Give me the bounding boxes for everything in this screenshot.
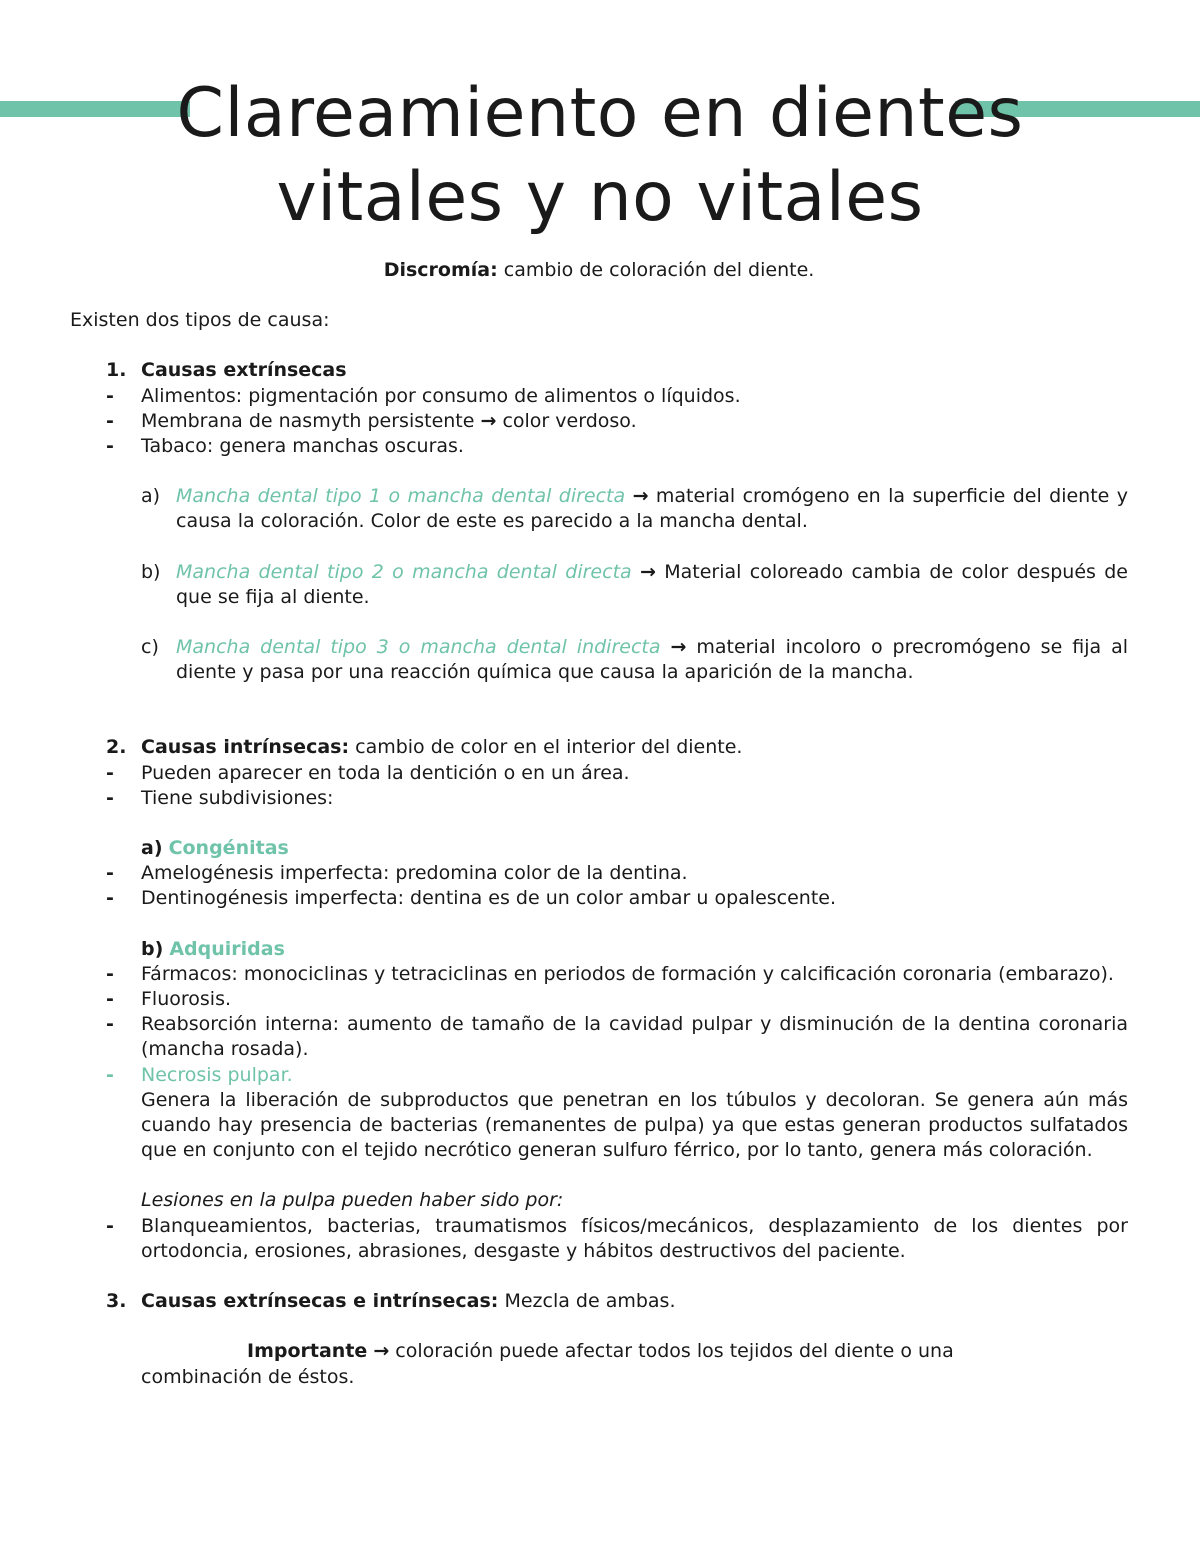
dash-bullet: -: [106, 962, 114, 985]
document-body: [70, 258, 1128, 1390]
list-item: [70, 1012, 1128, 1062]
subdivision-letter: a): [141, 837, 163, 860]
page-title: [0, 72, 1200, 240]
subdivision-letter: b): [141, 937, 164, 960]
stain-type-2: [70, 560, 1128, 610]
necrosis-label: Necrosis pulpar.: [141, 1063, 293, 1086]
subdivision-adquiridas: [70, 937, 1128, 962]
bullet-text-tail: color verdoso.: [496, 409, 637, 432]
arrow-icon: →: [670, 636, 687, 659]
intro-text: Existen dos tipos de causa:: [70, 309, 330, 332]
list-item: [70, 987, 1128, 1012]
dash-bullet: -: [106, 435, 114, 458]
stain-type-letter: a): [141, 485, 161, 508]
stain-type-letter: c): [141, 636, 159, 659]
dash-bullet: -: [106, 988, 114, 1011]
bullet-text: Tabaco: genera manchas oscuras.: [141, 435, 464, 458]
stain-type-name: Mancha dental tipo 3 o mancha dental indirecta: [176, 636, 661, 659]
bullet-text: Membrana de nasmyth persistente: [141, 409, 475, 432]
bullet-text: Fluorosis.: [141, 988, 232, 1011]
bullet-text: Dentinogénesis imperfecta: dentina es de un color ambar u opalescente.: [141, 887, 837, 910]
bullet-text: Reabsorción interna: aumento de tamaño de la cavidad pulpar y disminución de la dentina coronaria (mancha rosada).: [141, 1013, 1128, 1061]
section-3-title-text: Mezcla de ambas.: [498, 1290, 676, 1313]
dash-bullet: -: [106, 409, 114, 432]
dash-bullet: -: [106, 1063, 114, 1086]
dash-bullet: -: [106, 1214, 114, 1237]
definition-text: cambio de coloración del diente.: [497, 259, 815, 281]
definition: [70, 258, 1128, 283]
stain-type-letter: b): [141, 560, 161, 583]
arrow-icon: →: [640, 560, 656, 583]
bullet-text: Alimentos: pigmentación por consumo de alimentos o líquidos.: [141, 384, 741, 407]
stain-type-3: [70, 635, 1128, 685]
section-3-number: 3.: [106, 1290, 127, 1313]
dash-bullet: -: [106, 862, 114, 885]
dash-bullet: -: [106, 887, 114, 910]
dash-bullet: -: [106, 384, 114, 407]
stain-type-desc: material cromógeno en la superficie del diente y causa la coloración. Color de este es parecido a la mancha dental.: [176, 485, 1128, 533]
section-3-heading: [70, 1289, 1128, 1314]
necrosis-description: Genera la liberación de subproductos que penetran en los túbulos y decoloran. Se genera aún más cuando hay presencia de bacterias (remanentes de pulpa) ya que estas generan productos sulfatados que en conjunto con el tejido necrótico generan sulfuro férrico, por lo tanto, genera más coloración.: [141, 1088, 1128, 1162]
arrow-icon: →: [373, 1340, 390, 1363]
list-item: [70, 1214, 1128, 1264]
stain-type-1: [70, 484, 1128, 534]
list-item: [70, 861, 1128, 886]
stain-type-desc: material incoloro o precromógeno se fija al diente y pasa por una reacción química que causa la aparición de la mancha.: [176, 636, 1129, 684]
list-item: [70, 384, 1128, 409]
dash-bullet: -: [106, 761, 114, 784]
section-1-heading: [70, 358, 1128, 383]
lesiones-heading: Lesiones en la pulpa pueden haber sido por:: [141, 1189, 564, 1212]
important-text-line-2: combinación de éstos.: [141, 1365, 355, 1388]
important-label: Importante: [247, 1340, 368, 1363]
list-item-necrosis: [70, 1063, 1128, 1088]
arrow-icon: →: [480, 409, 497, 432]
subdivision-congenitas: [70, 836, 1128, 861]
bullet-text: Fármacos: monociclinas y tetraciclinas en periodos de formación y calcificación coronaria (embarazo).: [141, 962, 1114, 985]
dash-bullet: -: [106, 1013, 114, 1036]
arrow-icon: →: [632, 485, 649, 508]
title-line-2: vitales y no vitales: [276, 158, 924, 237]
important-text-line-1: coloración puede afectar todos los tejidos del diente o una: [389, 1340, 954, 1363]
list-item: [70, 761, 1128, 786]
important-note: [70, 1339, 1128, 1364]
title-line-1: Clareamiento en dientes: [176, 74, 1024, 153]
section-2-title-text: cambio de color en el interior del diente.: [349, 736, 743, 759]
list-item: [70, 409, 1128, 434]
dash-bullet: -: [106, 786, 114, 809]
stain-type-desc: Material coloreado cambia de color después de que se fija al diente.: [176, 560, 1128, 608]
section-2-number: 2.: [106, 736, 127, 759]
section-2-title: Causas intrínsecas:: [141, 736, 350, 759]
subdivision-title: Congénitas: [168, 837, 289, 860]
section-2-heading: [70, 735, 1128, 760]
section-1-title: Causas extrínsecas: [141, 359, 347, 382]
list-item: [70, 962, 1128, 987]
list-item: [70, 886, 1128, 911]
subdivision-title: Adquiridas: [169, 937, 285, 960]
bullet-text: Tiene subdivisiones:: [141, 786, 334, 809]
list-item: [70, 434, 1128, 459]
stain-type-name: Mancha dental tipo 1 o mancha dental directa: [176, 485, 626, 508]
bullet-text: Blanqueamientos, bacterias, traumatismos físicos/mecánicos, desplazamiento de los dientes por ortodoncia, erosiones, abrasiones, desgaste y hábitos destructivos del paciente.: [141, 1214, 1128, 1262]
bullet-text: Amelogénesis imperfecta: predomina color de la dentina.: [141, 862, 688, 885]
list-item: [70, 786, 1128, 811]
section-3-title: Causas extrínsecas e intrínsecas:: [141, 1290, 499, 1313]
definition-term: Discromía:: [383, 259, 498, 281]
stain-type-name: Mancha dental tipo 2 o mancha dental directa: [176, 560, 632, 583]
bullet-text: Pueden aparecer en toda la dentición o en un área.: [141, 761, 630, 784]
section-1-number: 1.: [106, 359, 127, 382]
